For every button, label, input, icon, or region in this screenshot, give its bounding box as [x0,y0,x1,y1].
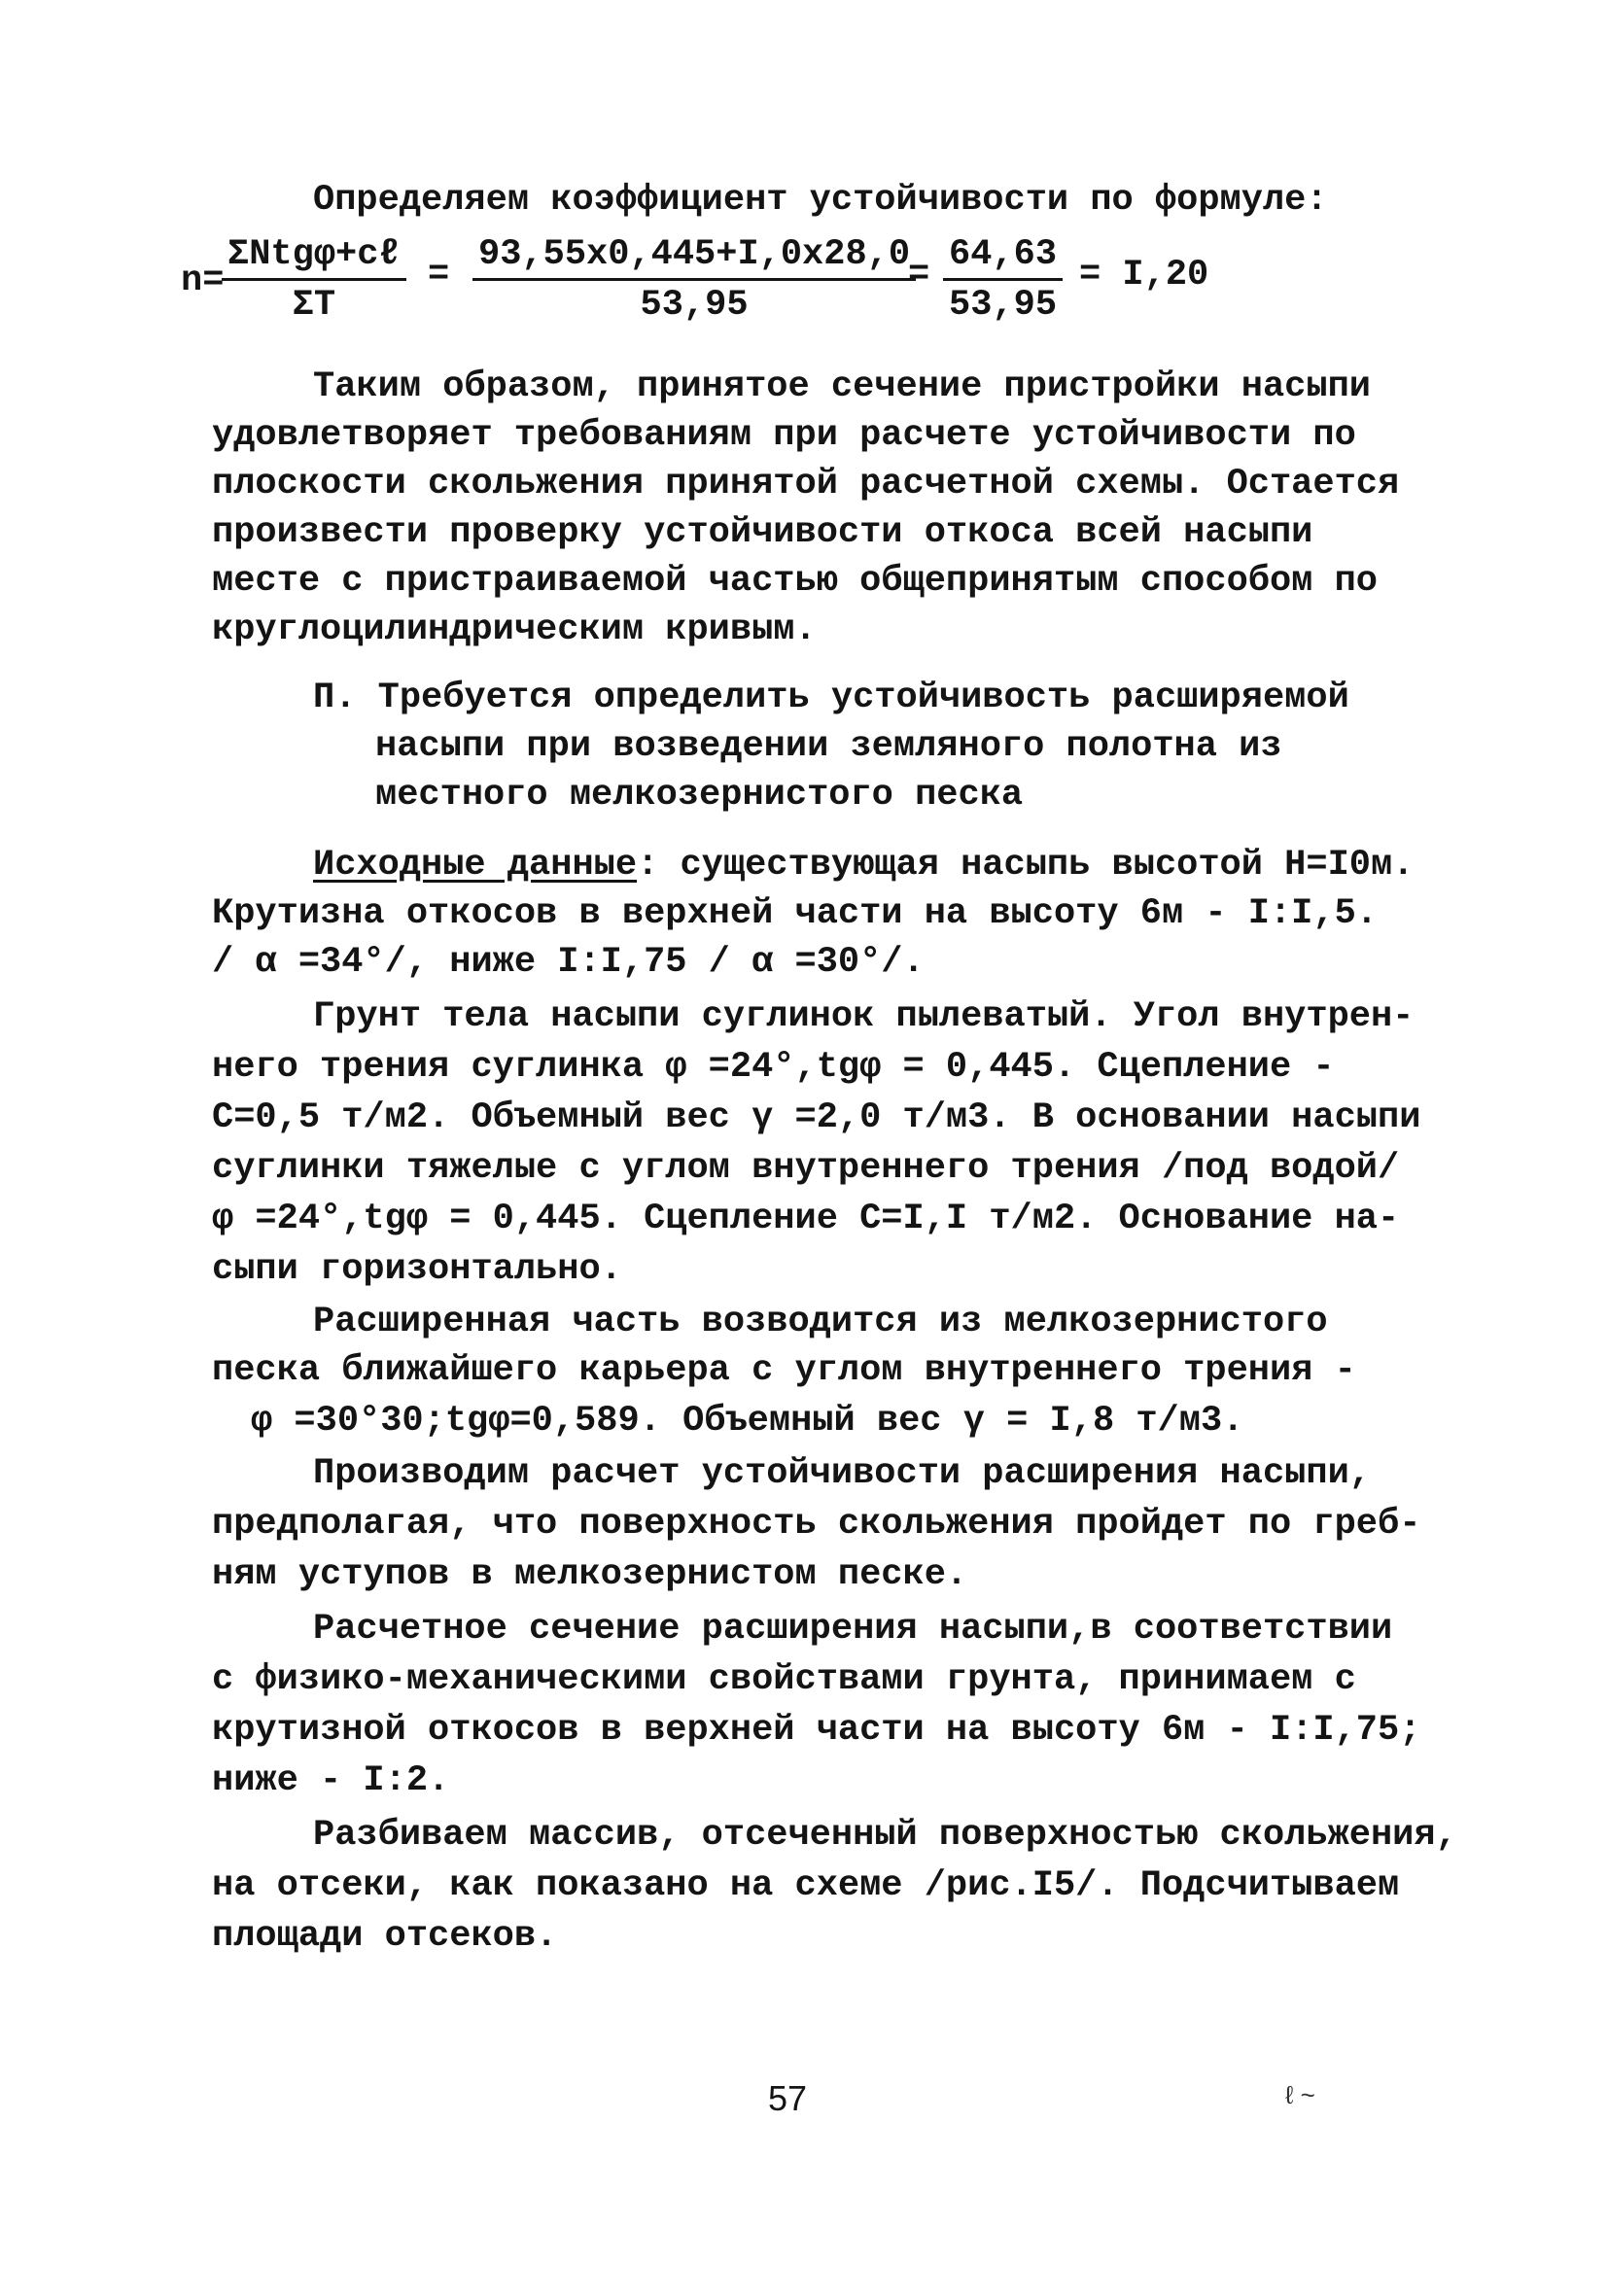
text-line: ням уступов в мелкозернистом песке. [212,1554,968,1595]
text-line: ниже - I:2. [212,1760,450,1801]
fraction-1-numerator: ΣNtgφ+cℓ [222,233,406,281]
formula-equals-2: = [908,255,930,296]
text-line: Расширенная часть возводится из мелкозернистого [313,1302,1328,1342]
text-line: Производим расчет устойчивости расширения насыпи, [313,1453,1371,1494]
formula-lhs: n= [181,261,225,301]
text-line: крутизной откосов в верхней части на высоту 6м - I:I,75; [212,1710,1421,1751]
text-line: С=0,5 т/м2. Объемный вес γ =2,0 т/м3. В основании насыпи [212,1097,1421,1138]
fraction-1-denominator: ΣT [292,285,336,326]
text-line: с физико-механическими свойствами грунта, принимаем с [212,1659,1356,1700]
intro-line: Определяем коэффициент устойчивости по формуле: [313,180,1328,221]
initial-data-text: : существующая насыпь высотой Н=I0м. [637,845,1415,886]
text-line: месте с пристраиваемой частью общепринятым способом по [212,561,1378,602]
text-line: площади отсеков. [212,1916,558,1957]
text-line: круглоцилиндрическим кривым. [212,609,817,650]
handwritten-mark: ℓ ~ [1285,2080,1315,2109]
formula-fraction-3 [943,233,1063,328]
heading-line: местного мелкозернистого песка [375,775,1024,816]
text-line: Крутизна откосов в верхней части на высоту 6м - I:I,5. [212,893,1378,934]
text-line: Расчетное сечение расширения насыпи,в соответствии [313,1609,1393,1650]
text-line: удовлетворяет требованиям при расчете устойчивости по [212,415,1356,456]
text-line: него трения суглинка φ =24°,tgφ = 0,445. Сцепление - [212,1047,1335,1088]
initial-data-label: Исходные данные [313,845,638,886]
heading-line: П. Требуется определить устойчивость расширяемой [313,678,1349,718]
formula-equals-1: = [428,255,450,296]
fraction-3-denominator: 53,95 [949,285,1058,326]
formula-fraction-2 [472,233,916,328]
heading-line: насыпи при возведении земляного полотна из [375,726,1282,767]
text-line: произвести проверку устойчивости откоса всей насыпи [212,512,1313,553]
formula-fraction-1 [222,233,406,328]
text-line: плоскости скольжения принятой расчетной схемы. Остается [212,464,1400,504]
text-line: суглинки тяжелые с углом внутреннего трения /под водой/ [212,1148,1400,1189]
text-line: / α =34°/, ниже I:I,75 / α =30°/. [212,942,925,983]
text-line: на отсеки, как показано на схеме /рис.I5/. Подсчитываем [212,1865,1400,1906]
text-line: предполагая, что поверхность скольжения пройдет по греб- [212,1504,1421,1545]
text-line: песка ближайшего карьера с углом внутреннего трения - [212,1350,1356,1391]
text-line: Грунт тела насыпи суглинок пылеватый. Угол внутрен- [313,996,1415,1037]
text-line: сыпи горизонтально. [212,1249,622,1290]
text-line: Таким образом, принятое сечение пристройки насыпи [313,366,1371,407]
fraction-2-numerator: 93,55x0,445+I,0x28,0 [472,233,916,281]
text-line: Разбиваем массив, отсеченный поверхностью скольжения, [313,1815,1457,1856]
text-line: φ =30°30;tgφ=0,589. Объемный вес γ = I,8 т/м3. [251,1401,1244,1442]
formula-result: = I,20 [1079,255,1209,296]
fraction-3-numerator: 64,63 [943,233,1063,281]
initial-data-first-line [313,842,1414,888]
fraction-2-denominator: 53,95 [640,285,749,326]
text-line: φ =24°,tgφ = 0,445. Сцепление С=I,I т/м2. Основание на- [212,1199,1400,1239]
page-number: 57 [768,2078,808,2118]
